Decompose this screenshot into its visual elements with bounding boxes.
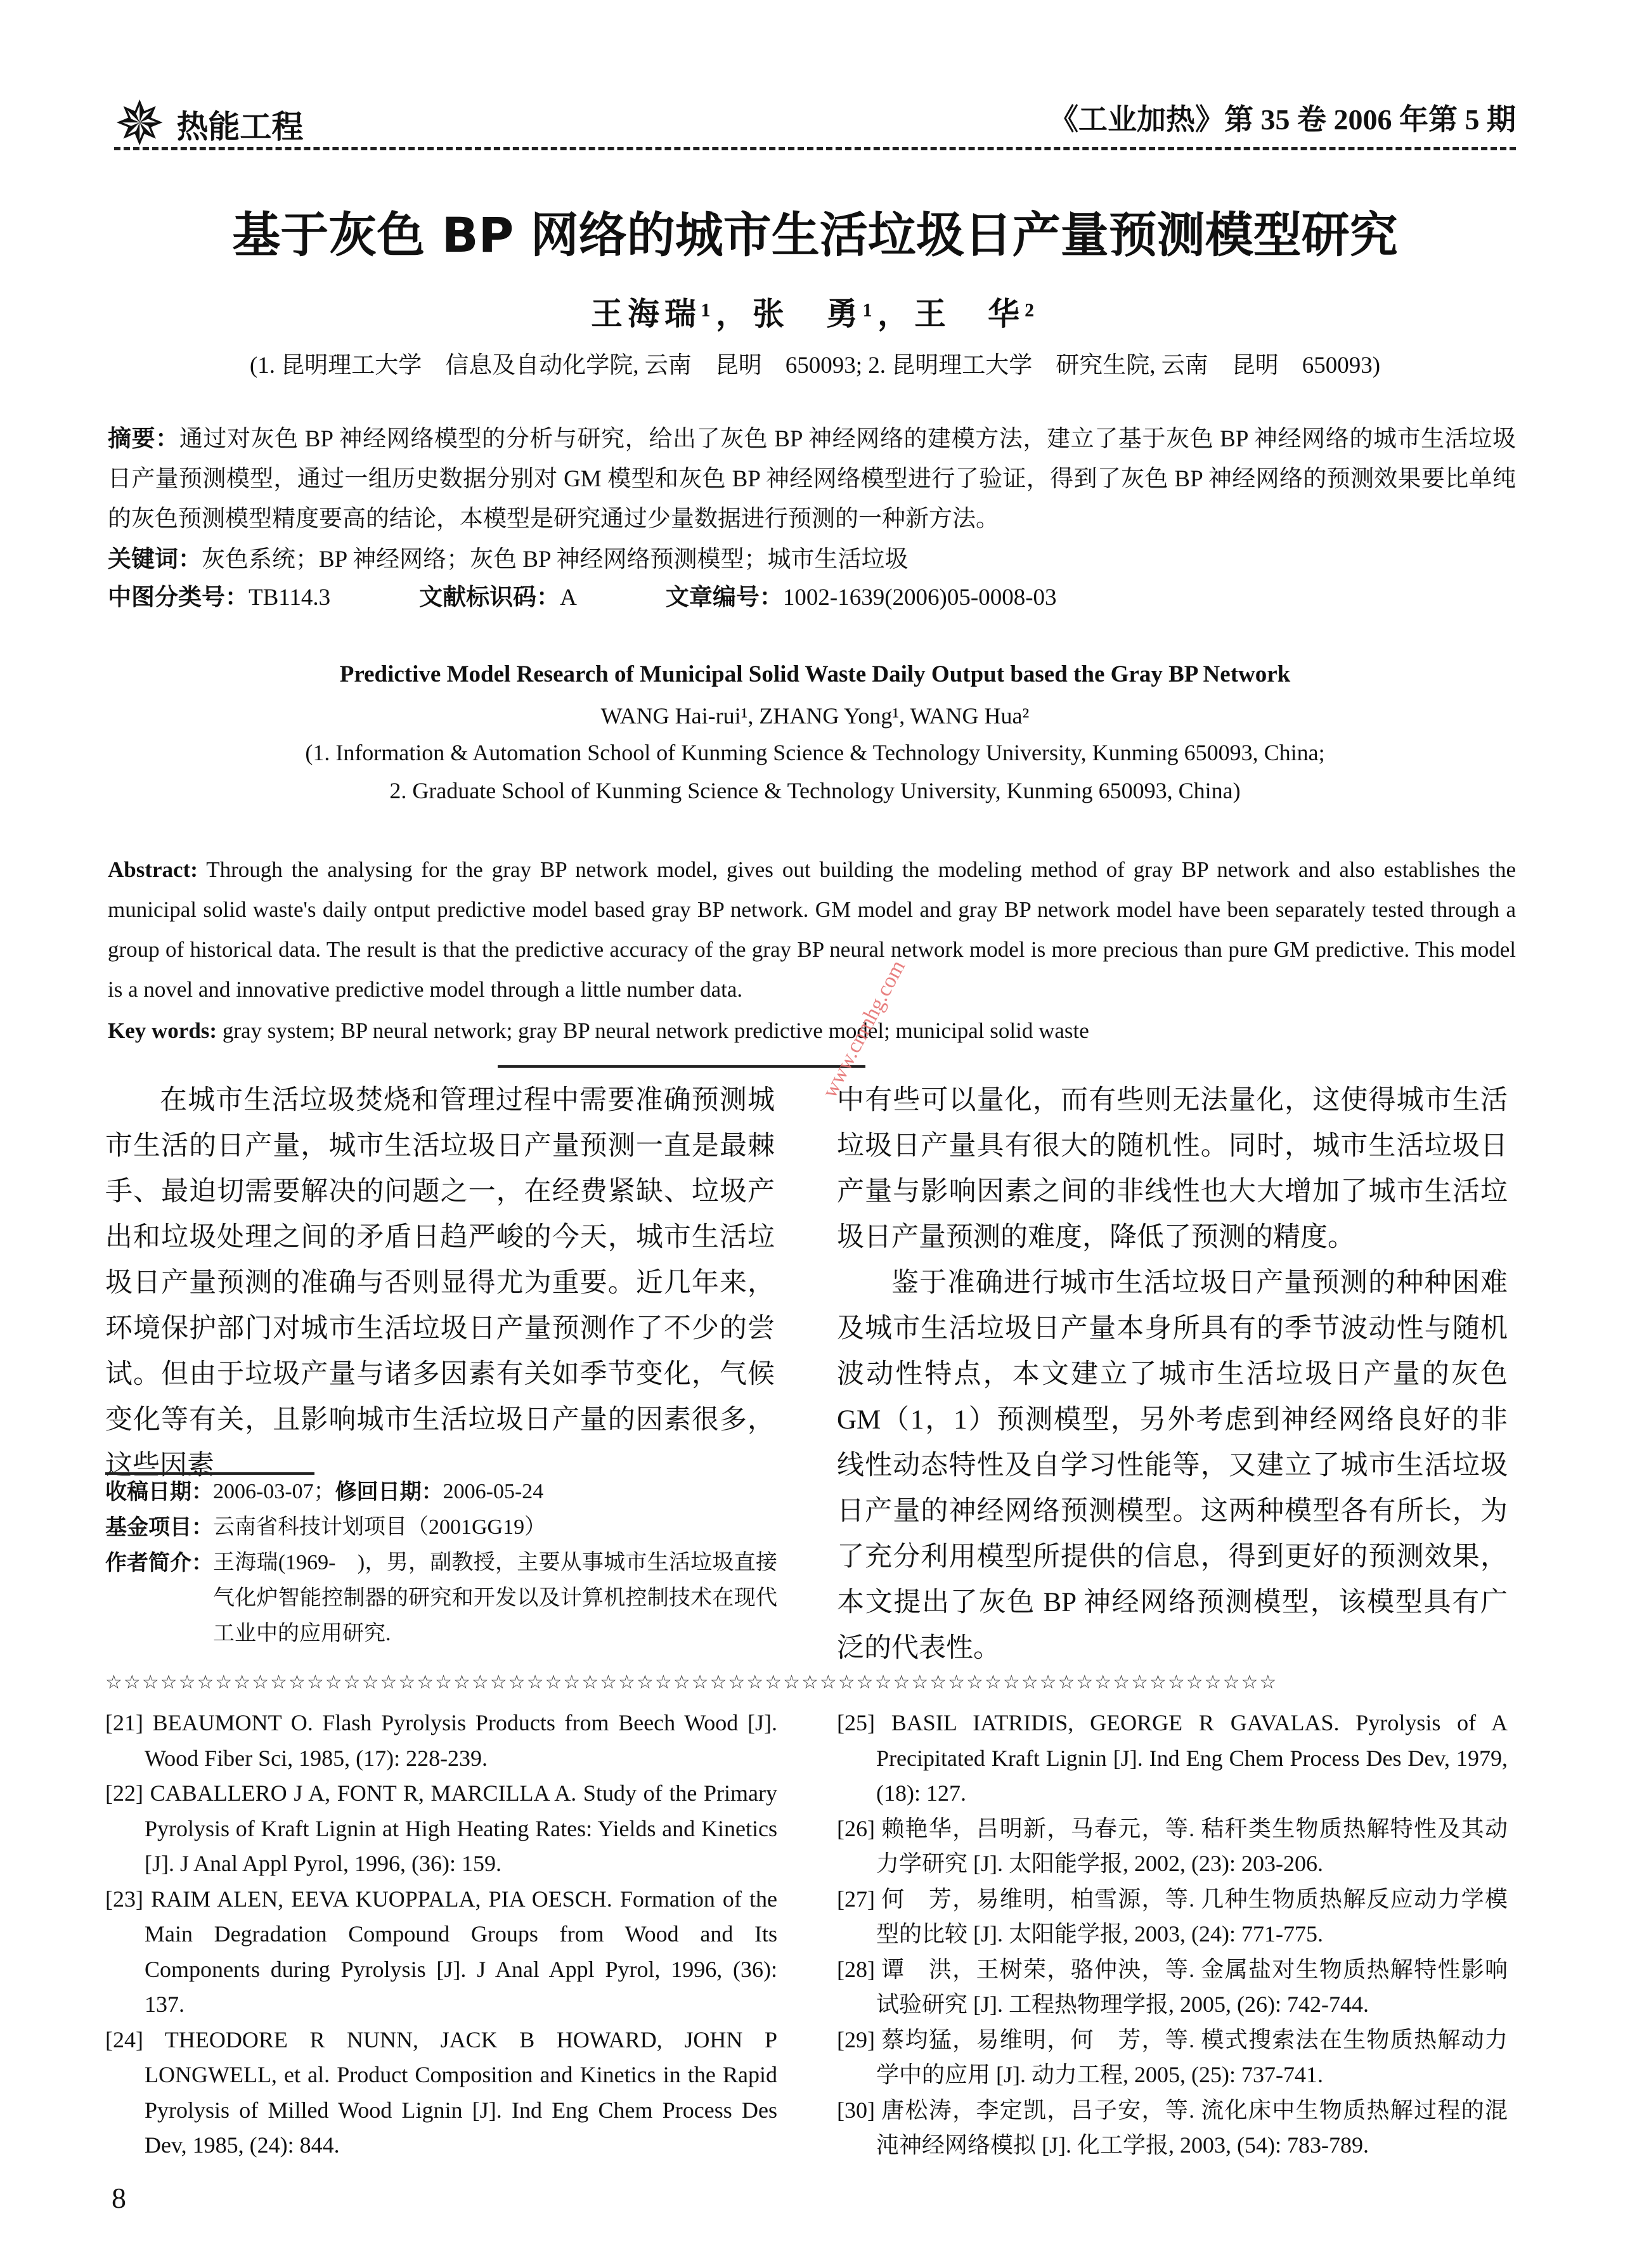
- body-right-column: [837, 1078, 1508, 1671]
- page-number: 8: [112, 2182, 126, 2214]
- decorative-separator: ☆☆☆☆☆☆☆☆☆☆☆☆☆☆☆☆☆☆☆☆☆☆☆☆☆☆☆☆☆☆☆☆☆☆☆☆☆☆☆☆☆☆☆☆☆☆☆☆☆☆☆☆☆☆☆☆☆☆☆☆☆☆☆☆: [105, 1672, 1278, 1693]
- abstract-label: 摘要：: [108, 425, 179, 452]
- bio-text: 王海瑞(1969- )，男，副教授，主要从事城市生活垃圾直接气化炉智能控制器的研究和开发以及计算机控制技术在现代工业中的应用研究.: [213, 1551, 777, 1645]
- reference-item: [25] BASIL IATRIDIS, GEORGE R GAVALAS. Pyrolysis of A Precipitated Kraft Lignin [J]. Ind Eng Chem Process Des Dev, 1979, (18): 127.: [837, 1710, 1508, 1806]
- english-abstract-label: Abstract:: [108, 857, 198, 882]
- revised-date: 2006-05-24: [443, 1480, 544, 1503]
- reference-item: [23] RAIM ALEN, EEVA KUOPPALA, PIA OESCH. Formation of the Main Degradation Compound Groups from Wood and Its Components during Pyrolysis [J]. J Anal Appl Pyrol, 1996, (36): 137.: [105, 1886, 777, 2017]
- clc-label: 中图分类号：: [108, 583, 249, 611]
- footnote-bio: [105, 1545, 777, 1652]
- journal-issue: 《工业加热》第 35 卷 2006 年第 5 期: [1049, 103, 1516, 136]
- bio-label: 作者简介：: [105, 1550, 213, 1576]
- section-name: 热能工程: [176, 108, 304, 145]
- footnote-dates: [105, 1474, 777, 1510]
- affiliation: (1. 昆明理工大学 信息及自动化学院, 云南 昆明 650093; 2. 昆明理工大学 研究生院, 云南 昆明 650093): [249, 353, 1381, 379]
- reference-item: [26] 赖艳华，吕明新，马春元，等. 秸秆类生物质热解特性及其动力学研究 [J]. 太阳能学报, 2002, (23): 203-206.: [837, 1815, 1508, 1876]
- english-keywords-label: Key words:: [108, 1018, 217, 1043]
- english-abstract: [108, 850, 1516, 1009]
- reference-item: [30] 唐松涛，李定凯，吕子安，等. 流化床中生物质热解过程的混沌神经网络模拟 [J]. 化工学报, 2003, (54): 783-789.: [837, 2097, 1508, 2158]
- received-label: 收稿日期：: [105, 1479, 213, 1505]
- references-right: [837, 1706, 1508, 2163]
- watermark: www.cnmhg.com: [818, 956, 910, 1102]
- footnotes: [105, 1474, 777, 1652]
- keywords-text: 灰色系统；BP 神经网络；灰色 BP 神经网络预测模型；城市生活垃圾: [202, 547, 909, 573]
- article-no-value: 1002-1639(2006)05-0008-03: [782, 585, 1057, 611]
- section-divider: [498, 1065, 865, 1068]
- body-left-column: [105, 1078, 775, 1489]
- revised-label: 修回日期：: [335, 1479, 443, 1505]
- english-authors: WANG Hai-rui¹, ZHANG Yong¹, WANG Hua²: [600, 703, 1030, 729]
- received-date: 2006-03-07；: [213, 1480, 335, 1503]
- english-affiliation-2: 2. Graduate School of Kunming Science & Technology University, Kunming 650093, China): [389, 778, 1241, 803]
- english-abstract-text: Through the analysing for the gray BP network model, gives out building the modeling method of gray BP network and also establishes the municipal solid waste's daily ontput predictive model based gray BP network. GM model and gray BP network model have been separately tested through a group of historical data. The result is that the predictive accuracy of the gray BP neural network model is more precious than pure GM predictive. This model is a novel and innovative predictive model through a little number data.: [108, 857, 1516, 1002]
- doc-code-value: A: [560, 585, 577, 611]
- body-paragraph: 鉴于准确进行城市生活垃圾日产量预测的种种困难及城市生活垃圾日产量本身所具有的季节波动性与随机波动性特点，本文建立了城市生活垃圾日产量的灰色 GM（1，1）预测模型，另外考虑到神经网络良好的非线性动态特性及自学习性能等，又建立了城市生活垃圾日产量的神经网络预测模型。这两种模型各有所长，为了充分利用模型所提供的信息，得到更好的预测效果，本文提出了灰色 BP 神经网络预测模型，该模型具有广泛的代表性。: [837, 1268, 1508, 1663]
- compass-star-icon: ✵: [114, 90, 165, 158]
- english-affiliation-1: (1. Information & Automation School of Kunming Science & Technology University, Kunming 650093, China;: [305, 740, 1325, 765]
- journal-section-logo: [114, 90, 304, 158]
- footnote-fund: [105, 1510, 777, 1545]
- keywords-label: 关键词：: [108, 545, 202, 573]
- reference-item: [29] 蔡均猛，易维明，何 芳，等. 模式搜索法在生物质热解动力学中的应用 [J]. 动力工程, 2005, (25): 737-741.: [837, 2026, 1508, 2087]
- reference-item: [27] 何 芳，易维明，柏雪源，等. 几种生物质热解反应动力学模型的比较 [J]. 太阳能学报, 2003, (24): 771-775.: [837, 1886, 1508, 1947]
- clc-value: TB114.3: [249, 585, 331, 611]
- english-keywords: [108, 1011, 1516, 1051]
- fund-label: 基金项目：: [105, 1515, 213, 1540]
- english-title: Predictive Model Research of Municipal Solid Waste Daily Output based the Gray BP Network: [339, 661, 1291, 687]
- abstract-text: 通过对灰色 BP 神经网络模型的分析与研究，给出了灰色 BP 神经网络的建模方法，建立了基于灰色 BP 神经网络的城市生活垃圾日产量预测模型，通过一组历史数据分别对 GM 模型和灰色 BP 神经网络模型进行了验证，得到了灰色 BP 神经网络的预测效果要比单纯的灰色预测模型精度要高的结论，本模型是研究通过少量数据进行预测的一种新方法。: [108, 426, 1516, 532]
- authors: 王海瑞¹，张 勇¹，王 华²: [591, 296, 1039, 332]
- header-divider: [114, 147, 1516, 150]
- chinese-keywords: [108, 539, 1516, 580]
- chinese-abstract: [108, 418, 1516, 539]
- reference-item: [22] CABALLERO J A, FONT R, MARCILLA A. Study of the Primary Pyrolysis of Kraft Lignin at High Heating Rates: Yields and Kinetics [J]. J Anal Appl Pyrol, 1996, (36): 159.: [105, 1780, 777, 1876]
- paper-title: 基于灰色 BP 网络的城市生活垃圾日产量预测模型研究: [232, 207, 1398, 263]
- article-no-label: 文章编号：: [665, 583, 783, 611]
- reference-item: [24] THEODORE R NUNN, JACK B HOWARD, JOHN P LONGWELL, et al. Product Composition and Kinetics in the Rapid Pyrolysis of Milled Wood Lignin [J]. Ind Eng Chem Process Des Dev, 1985, (24): 844.: [105, 2026, 777, 2158]
- reference-item: [21] BEAUMONT O. Flash Pyrolysis Products from Beech Wood [J]. Wood Fiber Sci, 1985, (17): 228-239.: [105, 1710, 777, 1771]
- classification-line: [108, 577, 1516, 618]
- body-paragraph: 中有些可以量化，而有些则无法量化，这使得城市生活垃圾日产量具有很大的随机性。同时，城市生活垃圾日产量与影响因素之间的非线性也大大增加了城市生活垃圾日产量预测的难度，降低了预测的精度。: [837, 1085, 1508, 1252]
- fund-value: 云南省科技计划项目（2001GG19）: [213, 1515, 547, 1539]
- references-left: [105, 1706, 777, 2163]
- body-paragraph: 在城市生活垃圾焚烧和管理过程中需要准确预测城市生活的日产量，城市生活垃圾日产量预测一直是最棘手、最迫切需要解决的问题之一，在经费紧缺、垃圾产出和垃圾处理之间的矛盾日趋严峻的今天，城市生活垃圾日产量预测的准确与否则显得尤为重要。近几年来，环境保护部门对城市生活垃圾日产量预测作了不少的尝试。但由于垃圾产量与诸多因素有关如季节变化，气候变化等有关，且影响城市生活垃圾日产量的因素很多，这些因素: [105, 1085, 775, 1481]
- reference-item: [28] 谭 洪，王树荣，骆仲泱，等. 金属盐对生物质热解特性影响试验研究 [J]. 工程热物理学报, 2005, (26): 742-744.: [837, 1956, 1508, 2017]
- english-keywords-text: gray system; BP neural network; gray BP neural network predictive model; municipal solid waste: [222, 1018, 1089, 1043]
- doc-code-label: 文献标识码：: [419, 583, 560, 611]
